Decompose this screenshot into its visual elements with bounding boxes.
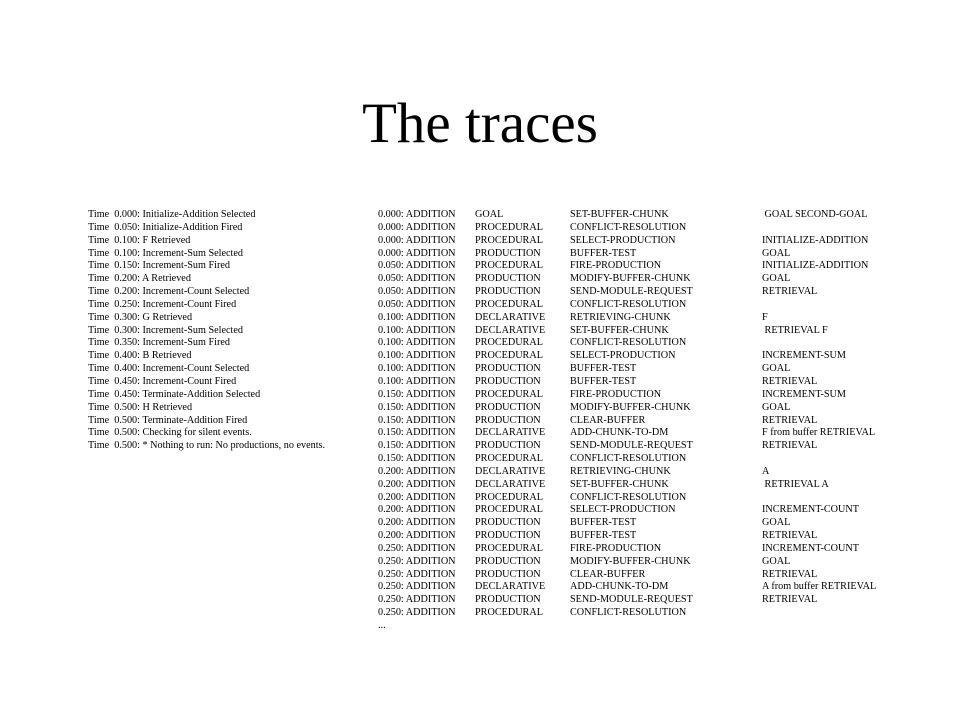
trace-detail-cell: INCREMENT-SUM [762,350,846,362]
trace-detail-cell: RETRIEVAL A [762,478,829,490]
trace-time-cell: 0.050: ADDITION [378,260,456,272]
trace-module-cell: PRODUCTION [475,568,541,580]
trace-module-cell: PRODUCTION [475,555,541,567]
trace-event-cell: RETRIEVING-CHUNK [570,465,671,477]
trace-module-cell: PROCEDURAL [475,607,543,619]
trace-detail-cell: RETRIEVAL F [762,324,828,336]
right-trace-row [378,337,902,350]
trace-time-cell: 0.150: ADDITION [378,401,456,413]
trace-detail-cell [762,492,902,505]
trace-event-cell: FIRE-PRODUCTION [570,388,662,400]
right-trace-row [378,389,902,402]
left-trace-line: Time 0.100: F Retrieved [88,234,191,246]
trace-event-cell: BUFFER-TEST [570,530,637,542]
right-trace-row [378,504,902,517]
right-trace-row [378,209,902,222]
right-trace-row [378,543,902,556]
trace-time-cell: 0.000: ADDITION [378,209,456,220]
trace-module-cell: PROCEDURAL [475,542,543,554]
trace-module-cell: PRODUCTION [475,401,541,413]
trace-detail-cell: F [762,311,768,323]
trace-time-cell: 0.050: ADDITION [378,273,456,285]
right-trace-row [378,556,902,569]
right-trace-row [378,235,902,248]
trace-event-cell: CONFLICT-RESOLUTION [570,221,687,233]
trace-module-cell: PRODUCTION [475,594,541,606]
trace-time-cell: 0.200: ADDITION [378,491,456,503]
left-trace-line: Time 0.500: Terminate-Addition Fired [88,414,248,426]
trace-module-cell: PRODUCTION [475,517,541,529]
trace-detail-cell: RETRIEVAL [762,375,818,387]
right-trace-row [378,530,902,543]
trace-event-cell: SELECT-PRODUCTION [570,234,676,246]
trace-detail-cell: RETRIEVAL [762,530,818,542]
trace-module-cell: DECLARATIVE [475,478,546,490]
right-trace-row [378,415,902,428]
trace-time-cell: 0.200: ADDITION [378,517,456,529]
trace-time-cell: 0.200: ADDITION [378,478,456,490]
right-trace-row [378,440,902,453]
left-trace-line: Time 0.400: B Retrieved [88,350,192,362]
trace-module-cell: PROCEDURAL [475,350,543,362]
left-trace-line: Time 0.500: * Nothing to run: No productions, no events. [88,440,326,452]
trace-module-cell: PROCEDURAL [475,504,543,516]
trace-detail-cell: RETRIEVAL [762,286,818,298]
trace-time-cell: ... [378,620,386,631]
trace-detail-cell [762,453,902,466]
trace-module-cell: DECLARATIVE [475,324,546,336]
right-trace-row [378,273,902,286]
trace-event-cell: SET-BUFFER-CHUNK [570,478,669,490]
trace-detail-cell: INCREMENT-COUNT [762,504,859,516]
trace-detail-cell: GOAL [762,363,791,375]
left-trace-line: Time 0.500: H Retrieved [88,401,193,413]
trace-event-cell: BUFFER-TEST [570,517,637,529]
trace-module-cell: PROCEDURAL [475,260,543,272]
trace-event-cell: BUFFER-TEST [570,363,637,375]
trace-time-cell: 0.100: ADDITION [378,311,456,323]
trace-detail-cell: GOAL SECOND-GOAL [762,209,868,220]
trace-time-cell: 0.050: ADDITION [378,286,456,298]
right-trace-row [378,427,902,440]
right-trace-row [378,453,902,466]
left-trace-line: Time 0.300: G Retrieved [88,311,193,323]
trace-event-cell: ADD-CHUNK-TO-DM [570,427,669,439]
trace-detail-cell: GOAL [762,273,791,285]
right-trace-row [378,325,902,338]
right-trace-panel [378,209,902,633]
right-trace-row [378,350,902,363]
trace-time-cell: 0.100: ADDITION [378,337,456,349]
left-trace-line: Time 0.250: Increment-Count Fired [88,298,237,310]
trace-detail-cell: GOAL [762,555,791,567]
left-trace-line: Time 0.450: Increment-Count Fired [88,375,237,387]
trace-detail-cell: RETRIEVAL [762,440,818,452]
right-trace-row [378,312,902,325]
trace-module-cell: DECLARATIVE [475,465,546,477]
trace-detail-cell: GOAL [762,247,791,259]
trace-event-cell: SELECT-PRODUCTION [570,350,676,362]
trace-module-cell: PRODUCTION [475,440,541,452]
trace-detail-cell [762,222,902,235]
left-trace-line: Time 0.200: A Retrieved [88,273,191,285]
trace-detail-cell [762,337,902,350]
trace-time-cell: 0.250: ADDITION [378,568,456,580]
trace-module-cell: PRODUCTION [475,247,541,259]
trace-time-cell: 0.200: ADDITION [378,465,456,477]
trace-event-cell: MODIFY-BUFFER-CHUNK [570,555,691,567]
trace-event-cell: CONFLICT-RESOLUTION [570,453,687,465]
trace-event-cell: SEND-MODULE-REQUEST [570,440,693,452]
trace-event-cell: MODIFY-BUFFER-CHUNK [570,401,691,413]
trace-detail-cell: GOAL [762,401,791,413]
trace-time-cell: 0.200: ADDITION [378,530,456,542]
left-trace-line: Time 0.300: Increment-Sum Selected [88,324,243,336]
trace-module-cell: PROCEDURAL [475,221,543,233]
trace-event-cell: FIRE-PRODUCTION [570,260,662,272]
trace-time-cell: 0.250: ADDITION [378,555,456,567]
left-trace-line: Time 0.350: Increment-Sum Fired [88,337,230,349]
trace-detail-cell: A [762,465,770,477]
left-trace-line: Time 0.150: Increment-Sum Fired [88,260,230,272]
trace-detail-cell: INITIALIZE-ADDITION [762,234,869,246]
trace-event-cell: FIRE-PRODUCTION [570,542,662,554]
trace-module-cell: PROCEDURAL [475,298,543,310]
right-trace-row [378,479,902,492]
trace-module-cell: PRODUCTION [475,273,541,285]
trace-module-cell: PROCEDURAL [475,453,543,465]
trace-event-cell: BUFFER-TEST [570,247,637,259]
trace-event-cell: SEND-MODULE-REQUEST [570,286,693,298]
left-trace-line: Time 0.200: Increment-Count Selected [88,286,250,298]
left-trace-line: Time 0.100: Increment-Sum Selected [88,247,243,259]
trace-detail-cell: RETRIEVAL [762,594,818,606]
trace-module-cell: DECLARATIVE [475,311,546,323]
right-trace-row [378,248,902,261]
trace-detail-cell: INCREMENT-COUNT [762,542,859,554]
left-trace-line: Time 0.000: Initialize-Addition Selected [88,209,256,220]
trace-time-cell: 0.250: ADDITION [378,607,456,619]
trace-event-cell: CONFLICT-RESOLUTION [570,337,687,349]
trace-event-cell: CONFLICT-RESOLUTION [570,298,687,310]
right-trace-row [378,402,902,415]
trace-time-cell: 0.000: ADDITION [378,221,456,233]
trace-event-cell: RETRIEVING-CHUNK [570,311,671,323]
right-trace-row [378,363,902,376]
left-trace-line: Time 0.050: Initialize-Addition Fired [88,221,243,233]
trace-event-cell: ADD-CHUNK-TO-DM [570,581,669,593]
right-trace-row [378,222,902,235]
trace-event-cell: CLEAR-BUFFER [570,568,646,580]
right-trace-row [378,492,902,505]
trace-event-cell: SET-BUFFER-CHUNK [570,324,669,336]
left-trace-panel [88,209,325,453]
trace-time-cell: 0.150: ADDITION [378,388,456,400]
trace-time-cell: 0.250: ADDITION [378,581,456,593]
trace-event-cell: BUFFER-TEST [570,375,637,387]
left-trace-line: Time 0.400: Increment-Count Selected [88,363,250,375]
trace-detail-cell: INCREMENT-SUM [762,388,846,400]
trace-time-cell: 0.050: ADDITION [378,298,456,310]
trace-module-cell: PROCEDURAL [475,234,543,246]
trace-detail-cell: RETRIEVAL [762,414,818,426]
trace-time-cell: 0.000: ADDITION [378,234,456,246]
right-trace-row [378,517,902,530]
trace-event-cell: CONFLICT-RESOLUTION [570,607,687,619]
trace-detail-cell [762,299,902,312]
trace-event-cell: SELECT-PRODUCTION [570,504,676,516]
trace-time-cell: 0.150: ADDITION [378,414,456,426]
trace-module-cell: PRODUCTION [475,375,541,387]
trace-module-cell: PRODUCTION [475,286,541,298]
right-trace-row [378,569,902,582]
trace-module-cell: PRODUCTION [475,414,541,426]
trace-detail-cell [762,620,902,633]
trace-time-cell: 0.100: ADDITION [378,324,456,336]
trace-detail-cell: A from buffer RETRIEVAL [762,581,877,593]
trace-event-cell: SET-BUFFER-CHUNK [570,209,669,220]
trace-detail-cell: GOAL [762,517,791,529]
trace-detail-cell [762,607,902,620]
trace-time-cell: 0.200: ADDITION [378,504,456,516]
trace-module-cell: DECLARATIVE [475,581,546,593]
trace-event-cell: MODIFY-BUFFER-CHUNK [570,273,691,285]
right-trace-row [378,376,902,389]
trace-time-cell: 0.150: ADDITION [378,453,456,465]
trace-detail-cell: RETRIEVAL [762,568,818,580]
trace-time-cell: 0.250: ADDITION [378,594,456,606]
trace-module-cell: PROCEDURAL [475,337,543,349]
trace-time-cell: 0.000: ADDITION [378,247,456,259]
right-trace-row [378,581,902,594]
trace-time-cell: 0.150: ADDITION [378,427,456,439]
left-trace-line: Time 0.500: Checking for silent events. [88,427,252,439]
right-trace-row [378,620,902,633]
trace-time-cell: 0.250: ADDITION [378,542,456,554]
trace-module-cell: PRODUCTION [475,530,541,542]
trace-detail-cell: INITIALIZE-ADDITION [762,260,869,272]
trace-detail-cell: F from buffer RETRIEVAL [762,427,876,439]
left-trace-line: Time 0.450: Terminate-Addition Selected [88,388,261,400]
trace-module-cell: DECLARATIVE [475,427,546,439]
trace-event-cell: CONFLICT-RESOLUTION [570,491,687,503]
trace-module-cell: PRODUCTION [475,363,541,375]
trace-event-cell [570,620,762,633]
right-trace-row [378,260,902,273]
trace-module-cell: GOAL [475,209,504,220]
trace-time-cell: 0.100: ADDITION [378,350,456,362]
right-trace-row [378,299,902,312]
right-trace-row [378,466,902,479]
trace-time-cell: 0.100: ADDITION [378,375,456,387]
right-trace-row [378,286,902,299]
trace-module-cell: PROCEDURAL [475,388,543,400]
trace-time-cell: 0.100: ADDITION [378,363,456,375]
trace-time-cell: 0.150: ADDITION [378,440,456,452]
slide-title: The traces [362,92,598,155]
trace-module-cell [475,620,570,633]
trace-event-cell: SEND-MODULE-REQUEST [570,594,693,606]
trace-module-cell: PROCEDURAL [475,491,543,503]
right-trace-row [378,607,902,620]
trace-event-cell: CLEAR-BUFFER [570,414,646,426]
right-trace-row [378,594,902,607]
